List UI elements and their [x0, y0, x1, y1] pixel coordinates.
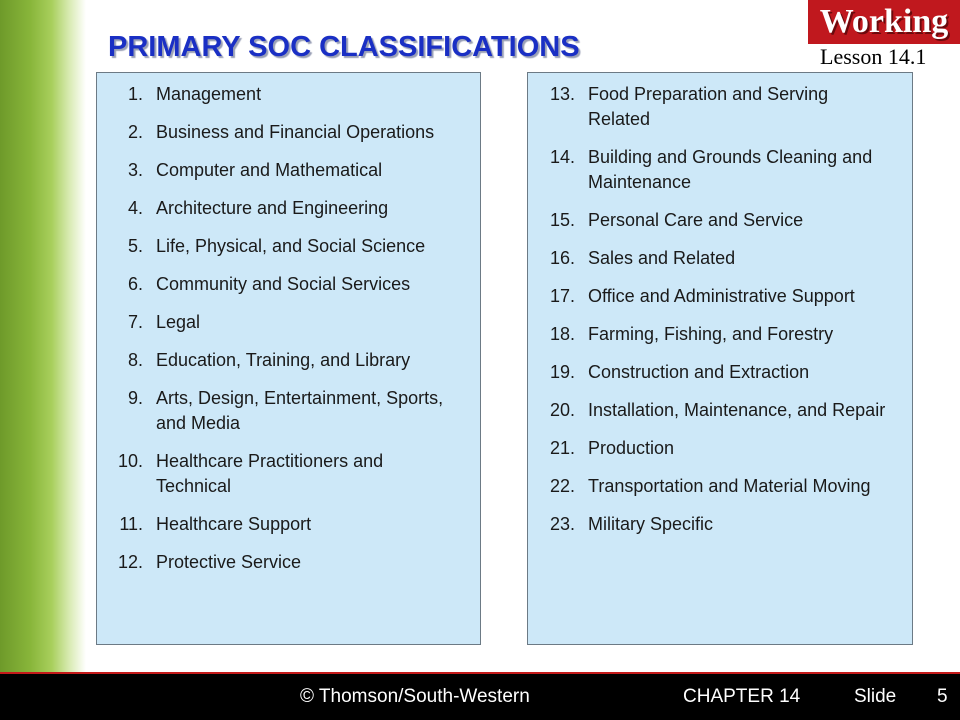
- list-item: [528, 322, 908, 347]
- classification-list-left: [97, 82, 477, 588]
- logo-text: Working: [819, 3, 949, 40]
- item-number: 5.: [127, 236, 143, 256]
- list-item: [528, 398, 908, 423]
- list-item: [97, 82, 477, 107]
- item-number: 23.: [549, 514, 575, 534]
- item-label: Management: [156, 84, 262, 104]
- lesson-label: Lesson 14.1: [820, 44, 927, 69]
- item-number: 20.: [549, 400, 575, 420]
- item-label: Community and Social Services: [156, 274, 411, 294]
- item-number: 14.: [549, 147, 575, 167]
- classification-box-left: [96, 72, 481, 645]
- slide-number: 5: [937, 686, 948, 707]
- item-label: Personal Care and Service: [588, 210, 804, 230]
- list-item: [97, 158, 477, 183]
- item-number: 15.: [549, 210, 575, 230]
- item-label: Protective Service: [156, 552, 302, 572]
- classification-list-right: [528, 82, 908, 550]
- item-number: 16.: [549, 248, 575, 268]
- copyright-text: © Thomson/South-Western: [300, 686, 530, 707]
- list-item: [97, 512, 477, 537]
- list-item: [528, 208, 908, 233]
- item-label: Production: [588, 438, 675, 458]
- list-item: [97, 196, 477, 221]
- item-number: 18.: [549, 324, 575, 344]
- item-label: Transportation and Material Moving: [588, 476, 871, 496]
- list-item: [97, 449, 477, 499]
- list-item: [528, 512, 908, 537]
- item-number: 6.: [127, 274, 143, 294]
- list-item: [97, 120, 477, 145]
- left-accent-bar: [0, 0, 86, 672]
- list-item: [97, 348, 477, 373]
- item-number: 2.: [127, 122, 143, 142]
- item-label: Education, Training, and Library: [156, 350, 411, 370]
- slide-footer: [0, 674, 960, 720]
- list-item: [97, 272, 477, 297]
- item-number: 22.: [549, 476, 575, 496]
- item-label: Military Specific: [588, 514, 714, 534]
- classification-box-right: [527, 72, 913, 645]
- item-number: 3.: [127, 160, 143, 180]
- list-item: [97, 386, 477, 436]
- item-label: Building and Grounds Cleaning and Maintenance: [588, 147, 873, 192]
- item-label: Arts, Design, Entertainment, Sports, and Media: [156, 388, 444, 433]
- list-item: [528, 284, 908, 309]
- item-label: Healthcare Practitioners and Technical: [156, 451, 384, 496]
- list-item: [528, 436, 908, 461]
- working-logo: [808, 0, 960, 44]
- item-label: Healthcare Support: [156, 514, 312, 534]
- list-item: [528, 360, 908, 385]
- item-number: 8.: [127, 350, 143, 370]
- item-number: 10.: [117, 451, 143, 471]
- list-item: [528, 474, 908, 499]
- list-item: [97, 550, 477, 575]
- item-label: Architecture and Engineering: [156, 198, 389, 218]
- item-label: Sales and Related: [588, 248, 736, 268]
- item-label: Life, Physical, and Social Science: [156, 236, 426, 256]
- item-number: 9.: [127, 388, 143, 408]
- item-number: 11.: [119, 514, 143, 534]
- list-item: [528, 145, 908, 195]
- item-label: Farming, Fishing, and Forestry: [588, 324, 834, 344]
- item-label: Food Preparation and Serving Related: [588, 84, 829, 129]
- chapter-label: CHAPTER 14: [683, 686, 801, 707]
- list-item: [97, 310, 477, 335]
- item-number: 1.: [127, 84, 143, 104]
- item-label: Business and Financial Operations: [156, 122, 435, 142]
- item-number: 13.: [549, 84, 575, 104]
- item-number: 17.: [549, 286, 575, 306]
- item-number: 19.: [549, 362, 575, 382]
- item-number: 4.: [127, 198, 143, 218]
- slide-label: Slide: [854, 686, 897, 707]
- list-item: [97, 234, 477, 259]
- list-item: [528, 246, 908, 271]
- item-label: Construction and Extraction: [588, 362, 810, 382]
- item-label: Computer and Mathematical: [156, 160, 383, 180]
- item-number: 12.: [117, 552, 143, 572]
- item-label: Installation, Maintenance, and Repair: [588, 400, 886, 420]
- item-label: Office and Administrative Support: [588, 286, 855, 306]
- item-number: 7.: [127, 312, 143, 332]
- item-label: Legal: [156, 312, 201, 332]
- slide-title: PRIMARY SOC CLASSIFICATIONS: [108, 31, 580, 63]
- item-number: 21.: [549, 438, 575, 458]
- list-item: [528, 82, 908, 132]
